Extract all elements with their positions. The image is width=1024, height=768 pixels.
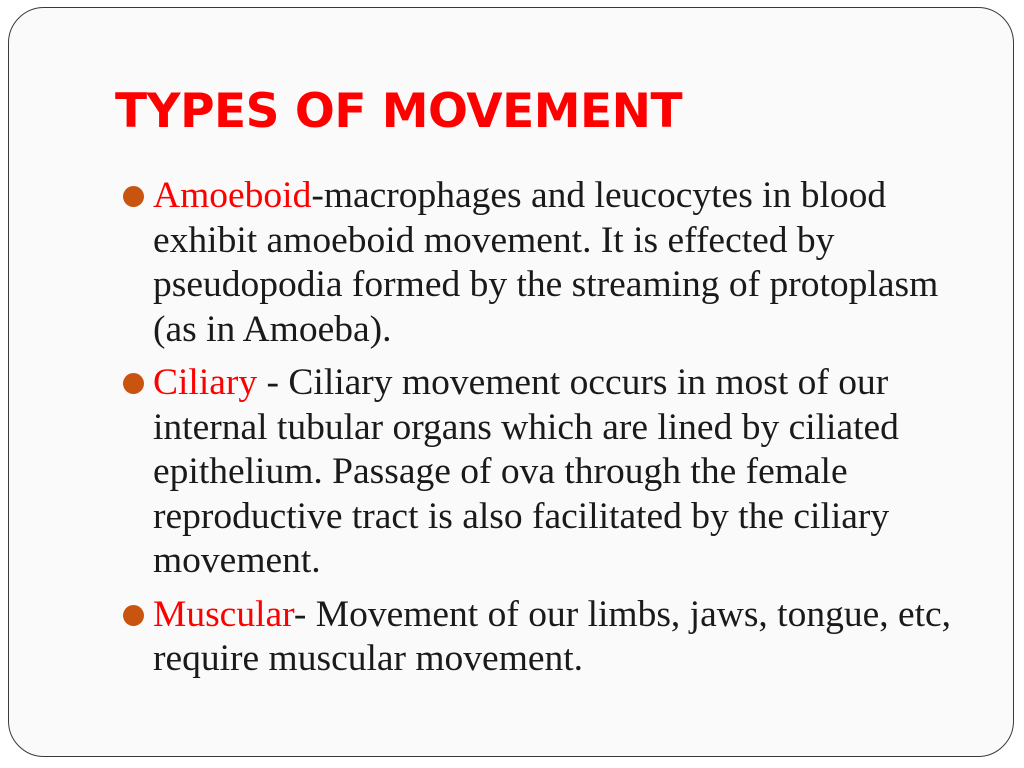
bullet-item-amoeboid [115,174,975,352]
bullet-term: Ciliary [153,362,258,403]
bullet-dot-icon [123,605,144,626]
bullet-text: -macrophages and leucocytes in blood exhibit amoeboid movement. It is effected by pseudopodia formed by the streaming of protoplasm (as in Amoeba). [153,175,939,350]
bullet-text: - Ciliary movement occurs in most of our internal tubular organs which are lined by ciliated epithelium. Passage of ova through the female reproductive tract is also facilitated by the ciliary movement. [153,362,899,581]
bullet-text: - Movement of our limbs, jaws, tongue, etc, require muscular movement. [153,593,952,679]
slide-title: TYPES OF MOVEMENT [115,84,682,139]
bullet-item-muscular [115,593,975,682]
slide-frame [8,7,1014,757]
bullet-item-ciliary [115,361,975,584]
bullet-list [115,174,975,691]
bullet-dot-icon [123,186,144,207]
bullet-term: Amoeboid [153,175,312,216]
bullet-term: Muscular [153,593,294,635]
bullet-dot-icon [123,373,144,394]
